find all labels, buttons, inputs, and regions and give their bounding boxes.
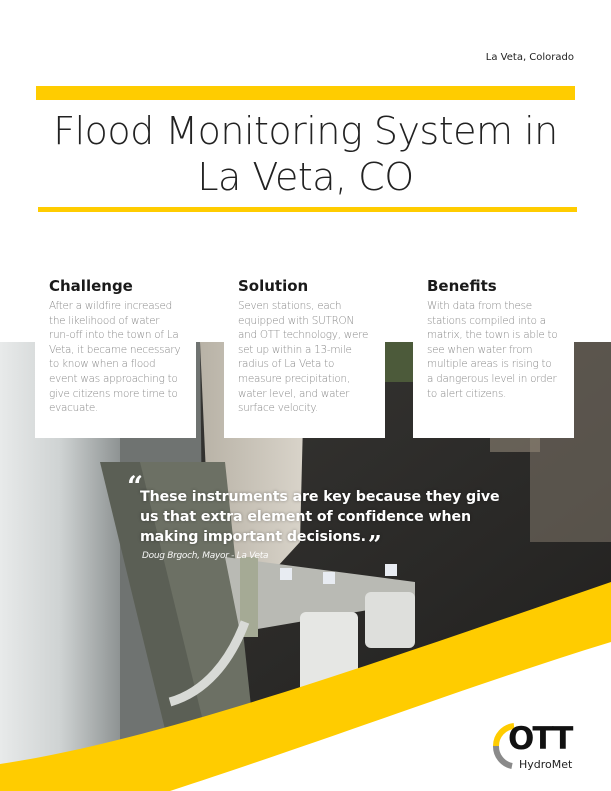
top-yellow-bar bbox=[36, 86, 575, 100]
solution-card bbox=[224, 267, 385, 438]
title-underline-bar bbox=[38, 207, 577, 212]
logo-subbrand: HydroMet bbox=[519, 758, 573, 771]
ott-hydromet-logo bbox=[490, 720, 580, 780]
challenge-heading: Challenge bbox=[49, 277, 133, 295]
close-quote-icon: ” bbox=[367, 530, 382, 559]
page-title: Flood Monitoring System in La Veta, CO bbox=[53, 109, 558, 199]
open-quote-icon: “ bbox=[127, 470, 144, 503]
challenge-body: After a wildfire increased the likelihood of water run-off into the town of La Veta, it became necessary to know when a flood event was approaching to give citizens more time to evacuate. bbox=[49, 300, 181, 415]
benefits-card bbox=[413, 267, 574, 438]
location-label: La Veta, Colorado bbox=[485, 52, 574, 63]
benefits-body: With data from these stations compiled into a matrix, the town is able to see when water from multiple areas is rising to a dangerous level in order to alert citizens. bbox=[427, 300, 558, 400]
solution-body: Seven stations, each equipped with SUTRON and OTT technology, were set up within a 13-mile radius of La Veta to measure precipitation, water level, and water surface velocity. bbox=[238, 300, 369, 415]
logo-brand: OTT bbox=[508, 721, 572, 757]
pull-quote-text: These instruments are key because they give us that extra element of confidence when making important decisions. bbox=[140, 489, 500, 545]
solution-heading: Solution bbox=[238, 277, 309, 295]
challenge-card bbox=[35, 267, 196, 438]
quote-attribution: Doug Brgoch, Mayor - La Veta bbox=[142, 551, 269, 561]
benefits-heading: Benefits bbox=[427, 277, 497, 295]
